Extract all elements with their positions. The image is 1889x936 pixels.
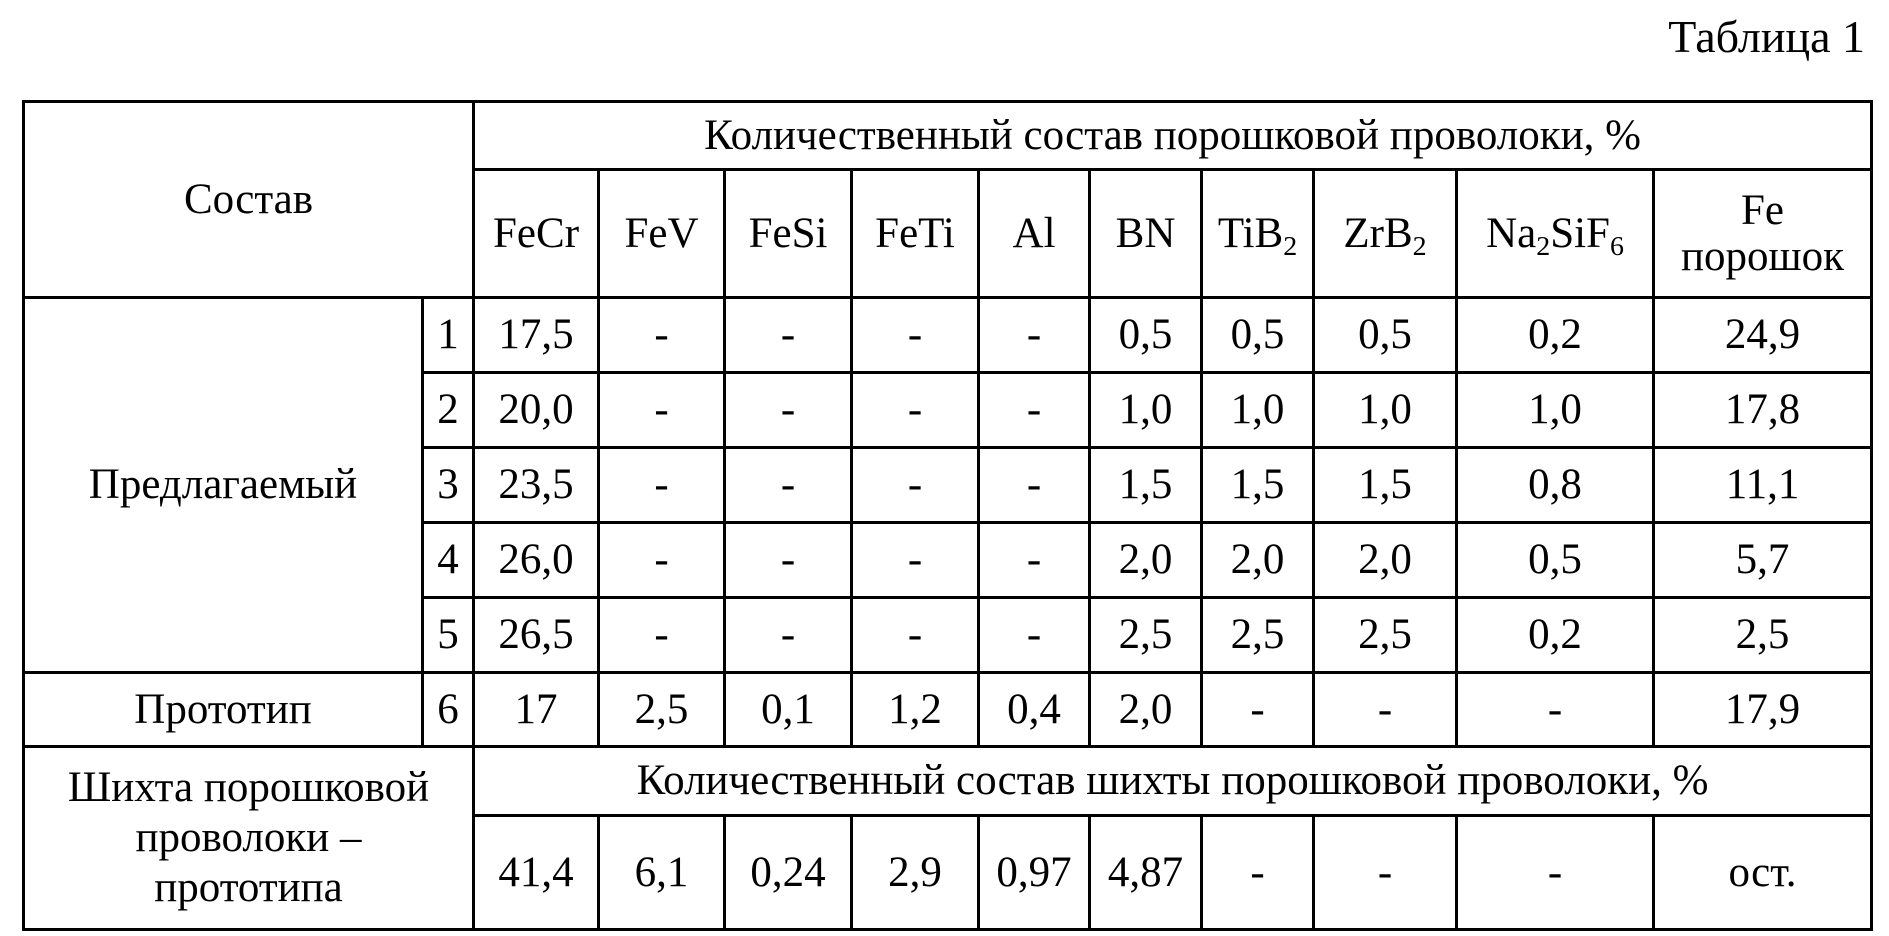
cell: - [852,373,979,448]
cell: - [852,523,979,598]
cell: - [725,448,852,523]
cell: - [852,598,979,673]
col-header-fe-powder: Fe порошок [1654,170,1872,298]
cell: 0,24 [725,816,852,930]
cell: 2,0 [1090,523,1202,598]
cell: 0,2 [1457,598,1654,673]
cell: - [979,373,1090,448]
cell: 4,87 [1090,816,1202,930]
cell: 2,5 [599,673,725,747]
cell: 1,5 [1090,448,1202,523]
composition-header: Состав [24,102,474,298]
cell: - [979,448,1090,523]
col-header-na2sif6: $Na_2SiF_6$ [1457,170,1654,298]
col-header-tib2: TiB$_2$ [1202,170,1314,298]
cell: 2,0 [1202,523,1314,598]
cell: 11,1 [1654,448,1872,523]
cell: - [599,298,725,373]
cell: 1,5 [1202,448,1314,523]
cell: - [979,598,1090,673]
cell: - [1457,673,1654,747]
cell: 2,0 [1314,523,1457,598]
cell: 17,5 [474,298,599,373]
cell: 0,1 [725,673,852,747]
row-number: 6 [423,673,474,747]
col-header-feti: FeTi [852,170,979,298]
cell: - [599,523,725,598]
col-header-fecr: FeCr [474,170,599,298]
cell: - [599,373,725,448]
cell: - [1202,816,1314,930]
cell: ост. [1654,816,1872,930]
cell: 2,5 [1090,598,1202,673]
charge-group-header: Количественный состав шихты порошковой проволоки, % [474,747,1872,816]
cell: 1,2 [852,673,979,747]
cell: 0,8 [1457,448,1654,523]
cell: 41,4 [474,816,599,930]
cell: 1,5 [1314,448,1457,523]
col-header-zrb2: ZrB$_2$ [1314,170,1457,298]
composition-table [22,100,1873,931]
cell: - [725,523,852,598]
cell: - [599,448,725,523]
cell: - [1457,816,1654,930]
cell: 0,5 [1314,298,1457,373]
proposed-label: Предлагаемый [24,298,423,673]
cell: - [979,298,1090,373]
cell: 23,5 [474,448,599,523]
cell: - [1202,673,1314,747]
cell: 1,0 [1202,373,1314,448]
col-header-bn: BN [1090,170,1202,298]
cell: 2,0 [1090,673,1202,747]
header-row-group [24,102,1872,170]
cell: - [852,298,979,373]
cell: 24,9 [1654,298,1872,373]
wire-group-header: Количественный состав порошковой проволоки, % [474,102,1872,170]
cell: 17,9 [1654,673,1872,747]
cell: 17 [474,673,599,747]
cell: - [725,373,852,448]
cell: 2,9 [852,816,979,930]
cell: 0,5 [1090,298,1202,373]
cell: - [725,298,852,373]
cell: 1,0 [1314,373,1457,448]
cell: 1,0 [1457,373,1654,448]
cell: 2,5 [1654,598,1872,673]
cell: 17,8 [1654,373,1872,448]
row-number: 1 [423,298,474,373]
cell: 0,5 [1202,298,1314,373]
prototype-label: Прототип [24,673,423,747]
cell: - [1314,816,1457,930]
charge-label: Шихта порошковой проволоки – прототипа [24,747,474,930]
col-header-fesi: FeSi [725,170,852,298]
cell: 26,0 [474,523,599,598]
table-caption: Таблица 1 [1668,11,1865,62]
cell: - [599,598,725,673]
cell: 20,0 [474,373,599,448]
charge-header-row [24,747,1872,816]
cell: 26,5 [474,598,599,673]
cell: 1,0 [1090,373,1202,448]
cell: 0,2 [1457,298,1654,373]
cell: 5,7 [1654,523,1872,598]
col-header-al: Al [979,170,1090,298]
cell: - [1314,673,1457,747]
cell: 6,1 [599,816,725,930]
row-number: 3 [423,448,474,523]
prototype-row [24,673,1872,747]
col-header-fev: FeV [599,170,725,298]
table-row [24,298,1872,373]
cell: 0,97 [979,816,1090,930]
cell: - [725,598,852,673]
cell: 2,5 [1314,598,1457,673]
row-number: 2 [423,373,474,448]
cell: 0,4 [979,673,1090,747]
cell: 0,5 [1457,523,1654,598]
row-number: 5 [423,598,474,673]
cell: - [852,448,979,523]
row-number: 4 [423,523,474,598]
cell: - [979,523,1090,598]
cell: 2,5 [1202,598,1314,673]
